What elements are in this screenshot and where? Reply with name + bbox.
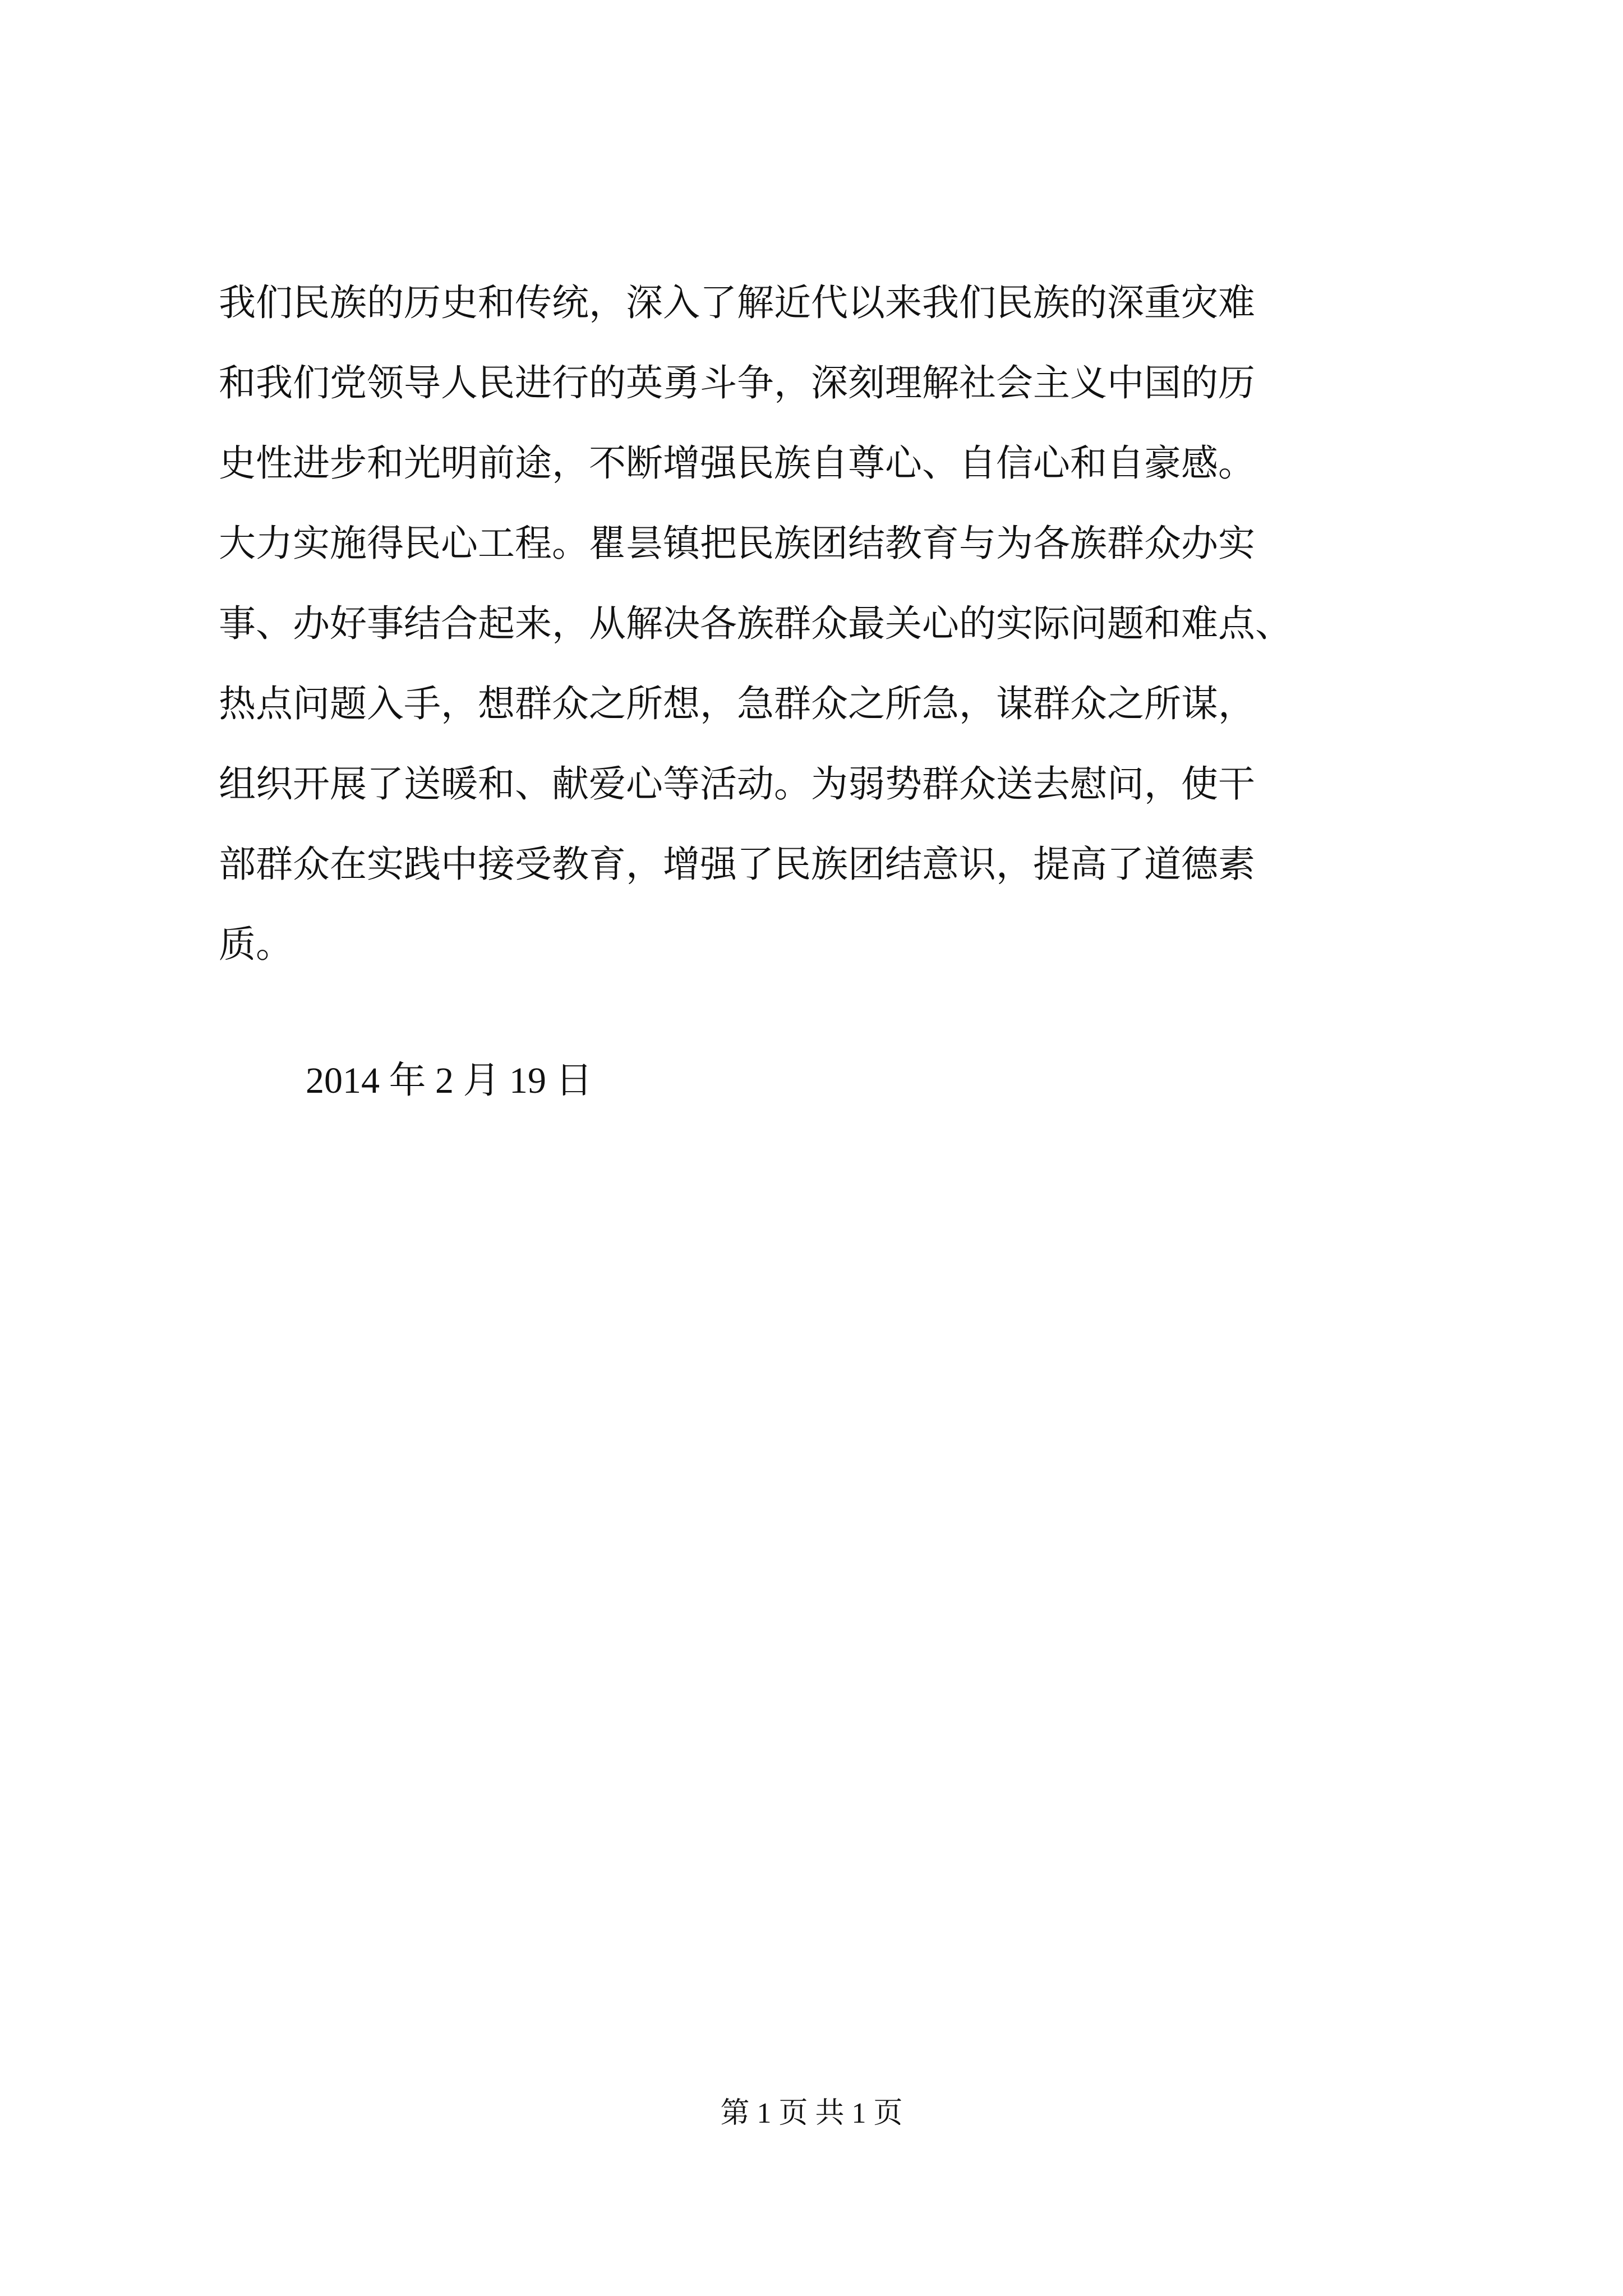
text-line: 热点问题入手，想群众之所想，急群众之所急，谋群众之所谋， — [219, 682, 1255, 725]
text-line: 组织开展了送暖和、献爱心等活动。为弱势群众送去慰问，使干 — [219, 762, 1255, 806]
text-line: 质。 — [219, 923, 293, 966]
text-line: 史性进步和光明前途，不断增强民族自尊心、自信心和自豪感。 — [219, 441, 1255, 485]
text-line: 我们民族的历史和传统，深入了解近代以来我们民族的深重灾难 — [219, 281, 1255, 324]
text-line: 大力实施得民心工程。瞿昙镇把民族团结教育与为各族群众办实 — [219, 522, 1255, 565]
text-line: 部群众在实践中接受教育，增强了民族团结意识，提高了道德素 — [219, 843, 1255, 886]
document-date: 2014 年 2 月 19 日 — [306, 1060, 593, 1101]
text-line: 和我们党领导人民进行的英勇斗争，深刻理解社会主义中国的历 — [219, 361, 1255, 404]
page-number-footer: 第 1 页 共 1 页 — [720, 2097, 903, 2129]
text-line: 事、办好事结合起来，从解决各族群众最关心的实际问题和难点、 — [219, 602, 1292, 645]
body-paragraph — [219, 263, 1413, 984]
